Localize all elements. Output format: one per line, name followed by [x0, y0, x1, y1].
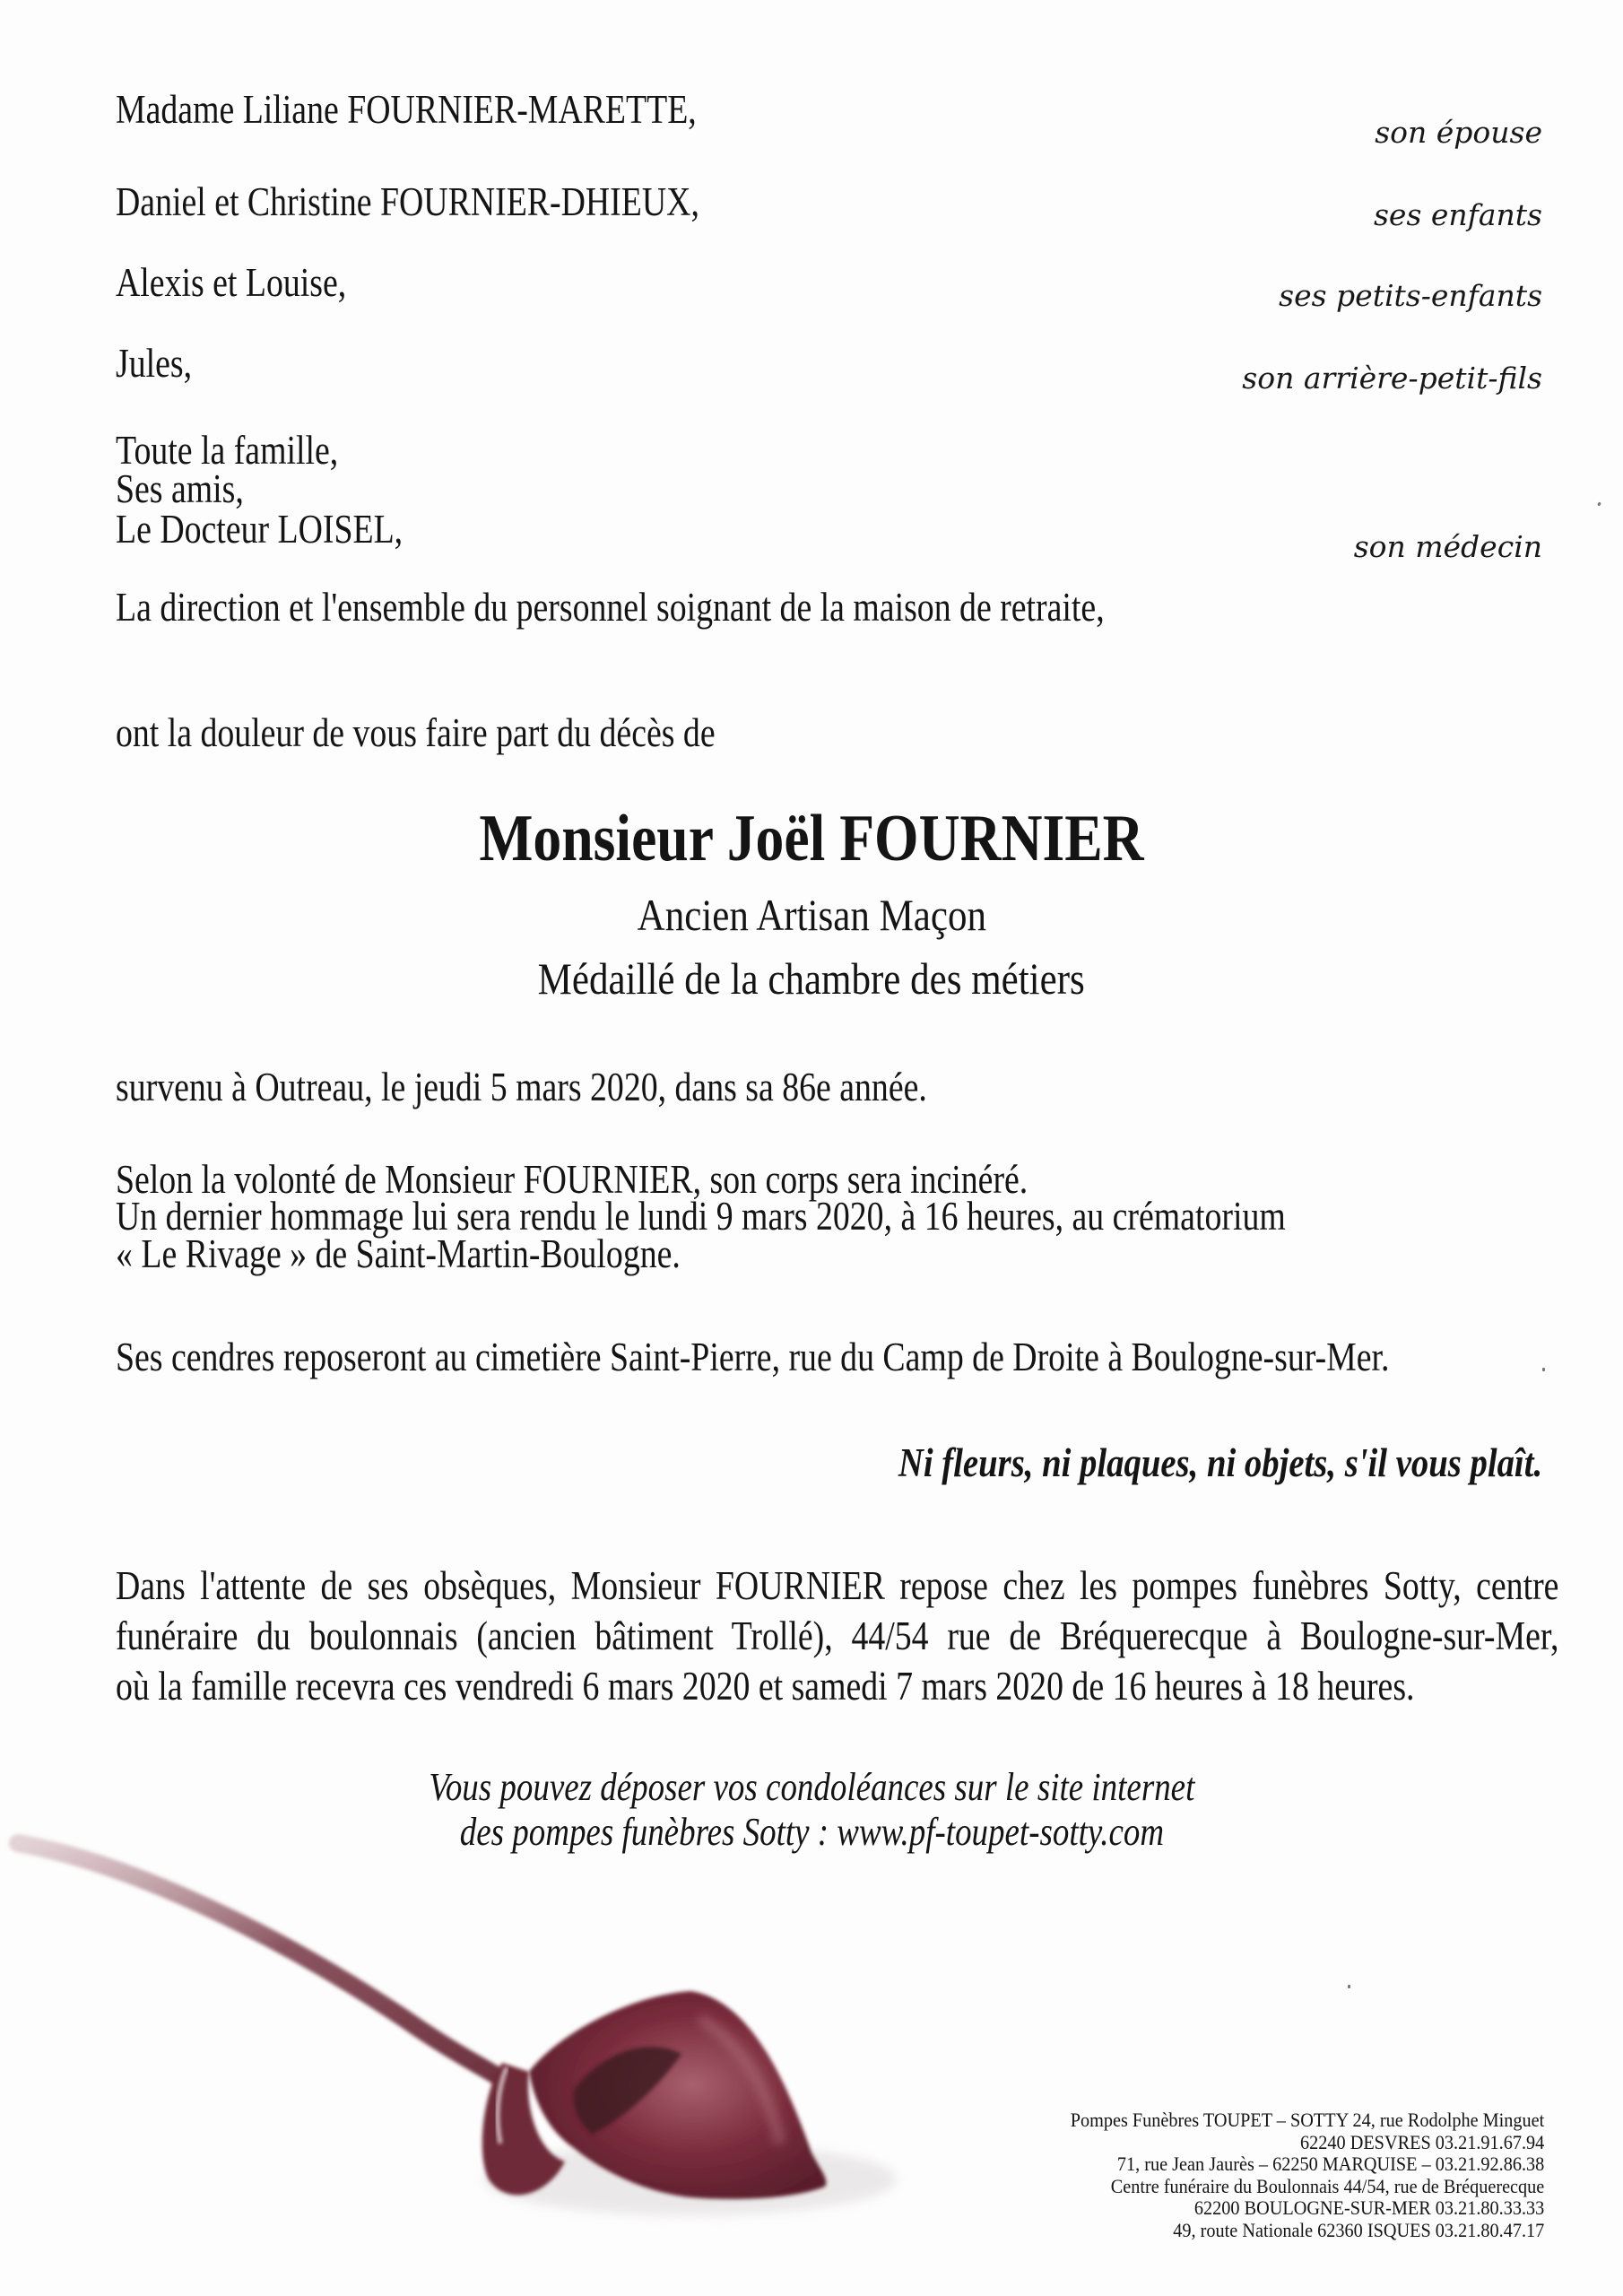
deceased-title-2-row — [0, 953, 1623, 1004]
condolences-website[interactable]: des pompes funèbres Sotty : www.pf-toupet-sotty.com — [459, 1810, 1164, 1854]
relation-children: ses enfants — [1373, 197, 1542, 232]
no-flowers-request — [794, 1439, 1542, 1486]
deceased-title-1-row — [0, 890, 1623, 940]
funeral-home-addresses — [1018, 2109, 1544, 2242]
deceased-name-block — [0, 803, 1623, 874]
footer-line-marquise: 71, rue Jean Jaurès – 62250 MARQUISE – 03.21.92.86.38 — [1116, 2152, 1544, 2176]
relation-grandchildren: ses petits-enfants — [1279, 278, 1542, 313]
deceased-name: Monsieur Joël FOURNIER — [479, 802, 1144, 875]
no-flowers-text: Ni fleurs, ni plaques, ni objets, s'il vous plaît. — [898, 1440, 1542, 1485]
family-line-spouse: Madame Liliane FOURNIER-MARETTE, — [116, 87, 697, 132]
footer-line-boulogne-street: Centre funéraire du Boulonnais 44/54, rue de Bréquerecque — [1110, 2174, 1544, 2197]
visitation-line-2: funéraire du boulonnais (ancien bâtiment Trollé), 44/54 rue de Bréquerecque à Boulogne-sur-Mer, — [116, 1613, 1559, 1658]
footer-line-desvres-phone: 62240 DESVRES 03.21.91.67.94 — [1299, 2130, 1544, 2153]
relation-great-grandson: son arrière-petit-fils — [1242, 361, 1542, 396]
family-line-doctor: Le Docteur LOISEL, — [116, 507, 404, 552]
announcement-text: ont la douleur de vous faire part du décès de — [116, 710, 716, 755]
scan-speck — [1348, 1985, 1350, 1988]
visitation-paragraph — [116, 1561, 1558, 1711]
family-line-great-grandson: Jules, — [116, 341, 193, 386]
tribute-details: Un dernier hommage lui sera rendu le lundi 9 mars 2020, à 16 heures, au crématorium — [116, 1194, 1286, 1239]
scan-speck — [1542, 1368, 1545, 1371]
death-details: survenu à Outreau, le jeudi 5 mars 2020, dans sa 86e année. — [116, 1065, 927, 1109]
crematorium-location: « Le Rivage » de Saint-Martin-Boulogne. — [116, 1231, 681, 1276]
family-line-family: Toute la famille, — [116, 428, 339, 473]
ashes-details: Ses cendres reposeront au cimetière Saint-Pierre, rue du Camp de Droite à Boulogne-sur-Mer. — [116, 1335, 1390, 1379]
footer-line-desvres-street: Pompes Funèbres TOUPET – SOTTY 24, rue Rodolphe Minguet — [1070, 2109, 1544, 2131]
family-line-grandchildren: Alexis et Louise, — [116, 260, 347, 305]
family-line-care-home: La direction et l'ensemble du personnel soignant de la maison de retraite, — [116, 585, 1105, 630]
visitation-line-3: où la famille recevra ces vendredi 6 mars 2020 et samedi 7 mars 2020 de 16 heures à 18 heures. — [116, 1664, 1415, 1709]
footer-line-boulogne-phone: 62200 BOULOGNE-SUR-MER 03.21.80.33.33 — [1193, 2196, 1544, 2220]
calla-lily-flower-icon — [0, 1794, 986, 2296]
flower-stem — [18, 1843, 498, 2076]
deceased-title-medal: Médaillé de la chambre des métiers — [537, 953, 1086, 1004]
relation-doctor: son médecin — [1353, 529, 1542, 564]
relation-spouse: son épouse — [1375, 115, 1542, 150]
family-line-children: Daniel et Christine FOURNIER-DHIEUX, — [116, 179, 699, 224]
deceased-title-profession: Ancien Artisan Maçon — [637, 890, 986, 940]
scan-speck — [1597, 502, 1601, 507]
condolences-line-1: Vous pouvez déposer vos condoléances sur le site internet — [428, 1765, 1195, 1809]
cremation-wish: Selon la volonté de Monsieur FOURNIER, son corps sera incinéré. — [116, 1157, 1028, 1202]
footer-line-isques: 49, route Nationale 62360 ISQUES 03.21.80.47.17 — [1173, 2218, 1544, 2241]
visitation-line-1: Dans l'attente de ses obsèques, Monsieur FOURNIER repose chez les pompes funèbres Sotty, centre — [116, 1563, 1559, 1608]
family-line-friends: Ses amis, — [116, 466, 244, 511]
